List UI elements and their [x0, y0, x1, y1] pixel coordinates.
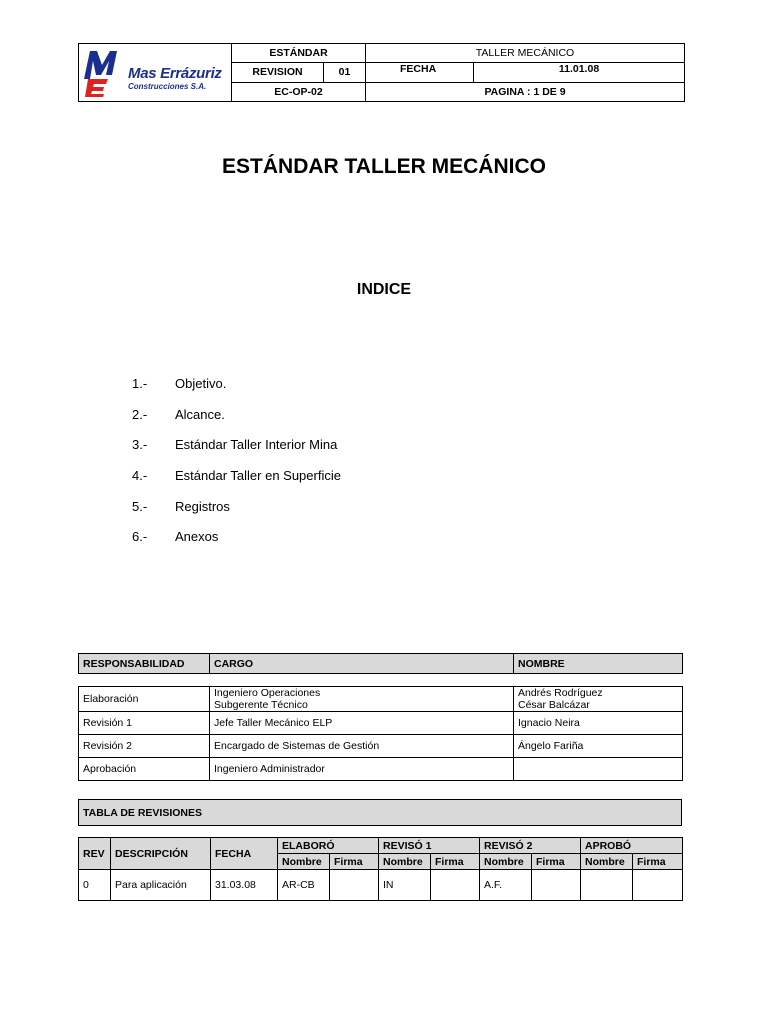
subheader-firma: Firma [431, 854, 480, 870]
header-descripcion: DESCRIPCIÓN [111, 838, 211, 870]
index-item-text: Objetivo. [175, 376, 227, 391]
header-responsabilidad: RESPONSABILIDAD [79, 654, 210, 674]
logo-cell [79, 44, 232, 102]
header-reviso1: REVISÓ 1 [379, 838, 480, 854]
reviso2-firma-cell [532, 870, 581, 901]
index-item-number: 2.- [132, 407, 148, 422]
nombre-line: César Balcázar [518, 699, 590, 711]
header-nombre: NOMBRE [514, 654, 683, 674]
revision-value: 01 [324, 63, 366, 82]
cargo-cell: Encargado de Sistemas de Gestión [210, 735, 514, 758]
reviso1-firma-cell [431, 870, 480, 901]
nombre-cell: Ángelo Fariña [514, 735, 683, 758]
fecha-value: 11.01.08 [474, 63, 685, 82]
role-cell: Aprobación [79, 758, 210, 781]
descripcion-cell: Para aplicación [111, 870, 211, 901]
subheader-nombre: Nombre [379, 854, 431, 870]
rev-cell: 0 [79, 870, 111, 901]
aprobo-firma-cell [633, 870, 683, 901]
revisions-title: TABLA DE REVISIONES [79, 800, 682, 826]
aprobo-nombre-cell [581, 870, 633, 901]
revisions-title-bar [78, 799, 682, 826]
revisions-table [78, 837, 682, 901]
reviso2-nombre-cell: A.F. [480, 870, 532, 901]
cargo-cell [210, 687, 514, 712]
document-header [78, 43, 684, 102]
subheader-firma: Firma [330, 854, 379, 870]
page-indicator: PAGINA : 1 DE 9 [366, 82, 685, 101]
table-row [79, 712, 683, 735]
me-monogram-icon [82, 49, 128, 97]
index-item-number: 1.- [132, 376, 148, 391]
header-cargo: CARGO [210, 654, 514, 674]
elaboro-firma-cell [330, 870, 379, 901]
subheader-firma: Firma [633, 854, 683, 870]
revision-label: REVISION [232, 63, 324, 82]
header-aprobo: APROBÓ [581, 838, 683, 854]
index-item-text: Alcance. [175, 407, 225, 422]
reviso1-nombre-cell: IN [379, 870, 431, 901]
subject-value: TALLER MECÁNICO [366, 44, 685, 63]
table-row [79, 687, 683, 712]
cargo-cell: Ingeniero Administrador [210, 758, 514, 781]
header-fecha: FECHA [211, 838, 278, 870]
document-code: EC-OP-02 [232, 82, 366, 101]
cargo-line: Ingeniero Operaciones [214, 687, 321, 699]
fecha-cell: 31.03.08 [211, 870, 278, 901]
header-reviso2: REVISÓ 2 [480, 838, 581, 854]
index-item-text: Estándar Taller Interior Mina [175, 437, 338, 452]
index-item-number: 5.- [132, 499, 148, 514]
subheader-nombre: Nombre [581, 854, 633, 870]
responsibility-header [78, 653, 682, 674]
nombre-line: Andrés Rodríguez [518, 687, 603, 699]
table-row [79, 870, 683, 901]
cargo-cell: Jefe Taller Mecánico ELP [210, 712, 514, 735]
document-title: ESTÁNDAR TALLER MECÁNICO [222, 155, 546, 178]
company-logo [80, 45, 230, 100]
subheader-nombre: Nombre [480, 854, 532, 870]
index-item-number: 3.- [132, 437, 148, 452]
header-elaboro: ELABORÓ [278, 838, 379, 854]
header-rev: REV [79, 838, 111, 870]
logo-sub-text: Construcciones S.A. [128, 82, 207, 91]
nombre-cell: Ignacio Neira [514, 712, 683, 735]
index-item-number: 6.- [132, 529, 148, 544]
elaboro-nombre-cell: AR-CB [278, 870, 330, 901]
responsibility-table [78, 686, 682, 781]
index-item-number: 4.- [132, 468, 148, 483]
fecha-label: FECHA [366, 63, 474, 82]
nombre-cell [514, 758, 683, 781]
role-cell: Elaboración [79, 687, 210, 712]
index-title: INDICE [356, 281, 412, 298]
logo-brand-text: Mas Errázuriz [128, 65, 222, 82]
index-item-text: Anexos [175, 529, 219, 544]
estandar-label: ESTÁNDAR [232, 44, 366, 63]
subheader-firma: Firma [532, 854, 581, 870]
role-cell: Revisión 1 [79, 712, 210, 735]
nombre-cell [514, 687, 683, 712]
table-row [79, 735, 683, 758]
table-row [79, 758, 683, 781]
subheader-nombre: Nombre [278, 854, 330, 870]
index-item-text: Registros [175, 499, 230, 514]
role-cell: Revisión 2 [79, 735, 210, 758]
cargo-line: Subgerente Técnico [214, 699, 308, 711]
index-item-text: Estándar Taller en Superficie [175, 468, 341, 483]
